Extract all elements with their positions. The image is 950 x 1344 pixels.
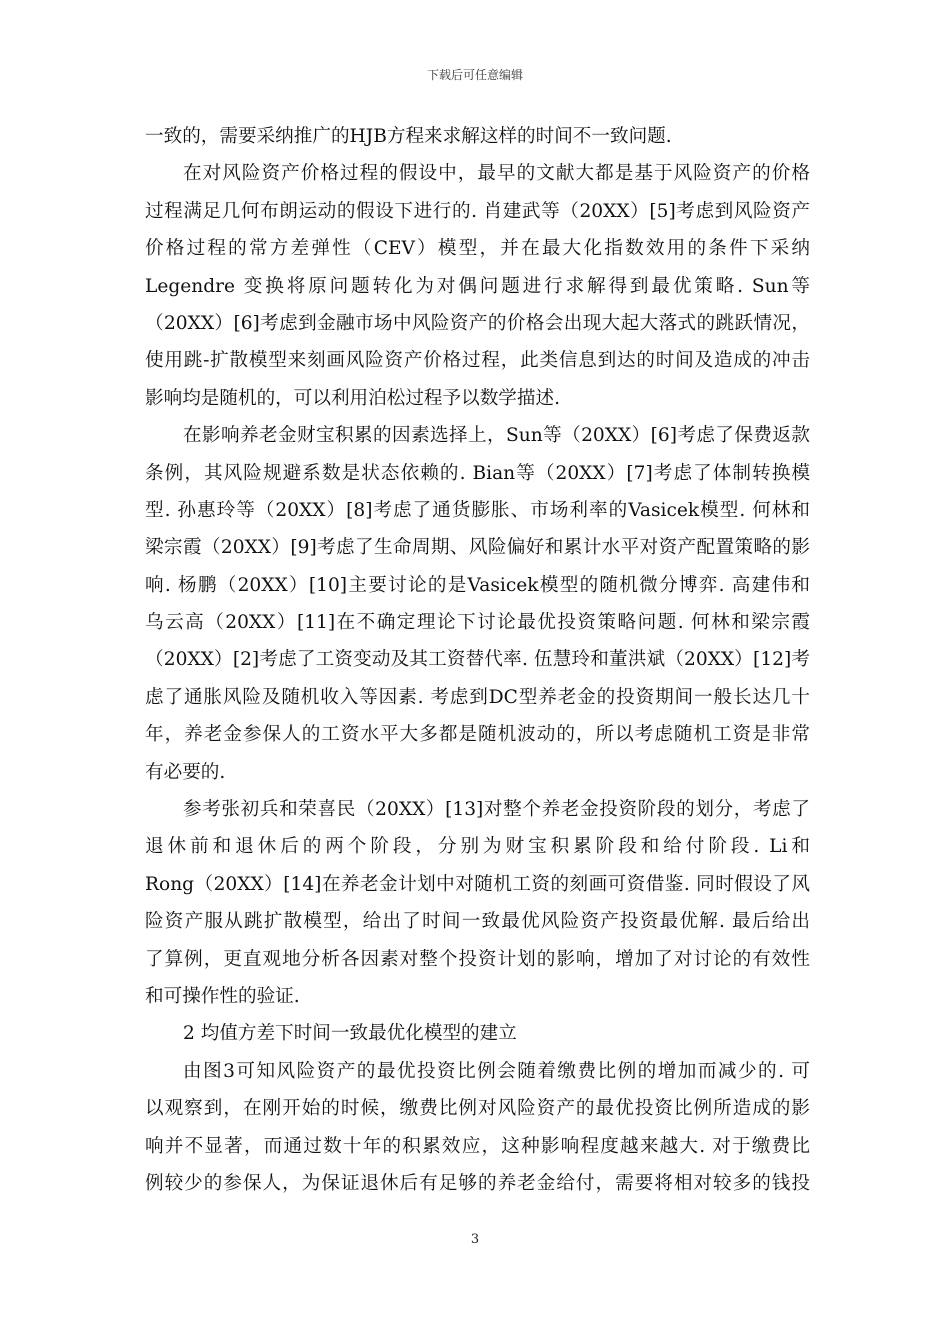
document-body [145,118,810,1202]
text-line: 以观察到，在刚开始的时候，缴费比例对风险资产的最优投资比例所造成的影 [145,1098,810,1120]
text-line: 影响均是随机的，可以利用泊松过程予以数学描述. [145,387,560,409]
page-number: 3 [470,1232,480,1247]
text-line: 了算例，更直观地分析各因素对整个投资计划的影响，增加了对讨论的有效性 [145,948,810,970]
text-line: 虑了通胀风险及随机收入等因素. 考虑到DC型养老金的投资期间一般长达几十 [145,686,810,708]
text-line: 型. 孙惠玲等（20XX）[8]考虑了通货膨胀、市场利率的Vasicek模型. 何林和 [145,499,810,521]
text-line: 险资产服从跳扩散模型，给出了时间一致最优风险资产投资最优解. 最后给出 [145,911,810,933]
text-line: （20XX）[6]考虑到金融市场中风险资产的价格会出现大起大落式的跳跃情况， [145,312,810,334]
text-line: 乌云高（20XX）[11]在不确定理论下讨论最优投资策略问题. 何林和梁宗霞 [145,612,810,634]
text-line: 一致的，需要采纳推广的HJB方程来求解这样的时间不一致问题. [145,126,672,147]
text-line: 响并不显著，而通过数十年的积累效应，这种影响程度越来越大. 对于缴费比 [145,1135,810,1157]
text-line: 例较少的参保人，为保证退休后有足够的养老金给付，需要将相对较多的钱投 [145,1172,810,1194]
text-line: Legendre 变换将原问题转化为对偶问题进行求解得到最优策略. Sun等 [145,275,810,297]
text-line: 梁宗霞（20XX）[9]考虑了生命周期、风险偏好和累计水平对资产配置策略的影 [145,537,810,559]
text-line: 条例，其风险规避系数是状态依赖的. Bian等（20XX）[7]考虑了体制转换模 [145,462,810,484]
text-line: 过程满足几何布朗运动的假设下进行的. 肖建武等（20XX）[5]考虑到风险资产 [145,200,810,222]
paragraph-first-line: 由图3可知风险资产的最优投资比例会随着缴费比例的增加而减少的. 可 [183,1060,810,1082]
text-line: （20XX）[2]考虑了工资变动及其工资替代率. 伍慧玲和董洪斌（20XX）[12]考 [145,649,810,671]
paragraph-first-line: 在影响养老金财宝积累的因素选择上，Sun等（20XX）[6]考虑了保费返款 [183,425,810,447]
text-line: 和可操作性的验证. [145,985,300,1007]
page-header: 下载后可任意编辑 [426,68,523,82]
text-line: 退休前和退休后的两个阶段，分别为财宝积累阶段和给付阶段. Li和 [145,836,810,858]
text-line: 使用跳-扩散模型来刻画风险资产价格过程，此类信息到达的时间及造成的冲击 [145,350,810,372]
section-heading: 2 均值方差下时间一致最优化模型的建立 [183,1023,517,1045]
text-line: 年，养老金参保人的工资水平大多都是随机波动的，所以考虑随机工资是非常 [145,724,810,746]
text-line: 响. 杨鹏（20XX）[10]主要讨论的是Vasicek模型的随机微分博弈. 高建伟和 [145,574,810,596]
paragraph-first-line: 参考张初兵和荣喜民（20XX）[13]对整个养老金投资阶段的划分，考虑了 [183,799,810,821]
text-line: Rong（20XX）[14]在养老金计划中对随机工资的刻画可资借鉴. 同时假设了风 [145,873,810,895]
text-line: 有必要的. [145,761,226,783]
paragraph-first-line: 在对风险资产价格过程的假设中，最早的文献大都是基于风险资产的价格 [183,163,810,185]
text-line: 价格过程的常方差弹性（CEV）模型，并在最大化指数效用的条件下采纳 [145,238,810,260]
